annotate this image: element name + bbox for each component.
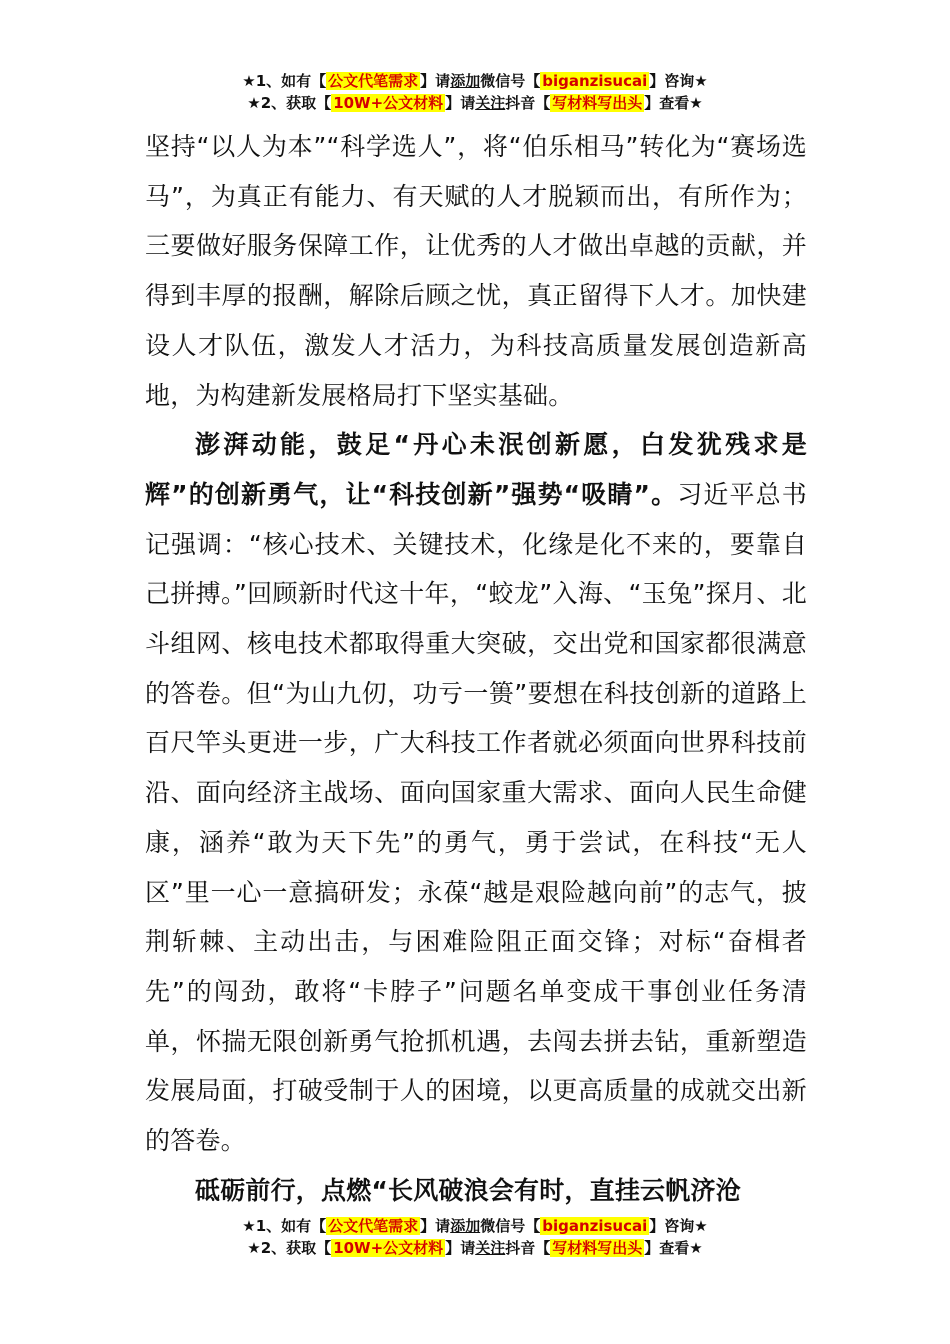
top-banner [0, 70, 950, 114]
highlight-wechat-id: biganzisucai [542, 72, 648, 90]
banner-underlined: 关注 [475, 94, 506, 112]
banner-text: 抖音【 [505, 94, 551, 112]
banner-line-2 [0, 92, 950, 114]
highlight-douyin-id: 写材料写出头 [552, 1239, 643, 1257]
banner-text: ★2、获取【 [247, 1239, 332, 1257]
paragraph-2 [145, 420, 807, 1166]
bottom-banner [0, 1215, 950, 1259]
paragraph-2-text: 习近平总书记强调：“核心技术、关键技术，化缘是化不来的，要靠自己拼搏。”回顾新时代这十年，“蛟龙”入海、“玉兔”探月、北斗组网、核电技术都取得重大突破，交出党和国家都很满意的答卷。但“为山九仞，功亏一篑”要想在科技创新的道路上百尺竿头更进一步，广大科技工作者就必须面向世界科技前沿、面向经济主战场、面向国家重大需求、面向人民生命健康，涵养“敢为天下先”的勇气，勇于尝试，在科技“无人区”里一心一意搞研发；永葆“越是艰险越向前”的志气，披荆斩棘、主动出击，与困难险阻正面交锋；对标“奋楫者先”的闯劲，敢将“卡脖子”问题名单变成干事创业任务清单，怀揣无限创新勇气抢抓机遇，去闯去拼去钻，重新塑造发展局面，打破受制于人的困境，以更高质量的成就交出新的答卷。 [145, 479, 807, 1156]
banner-text: 微信号【 [480, 72, 541, 90]
banner-text: 】咨询★ [649, 1217, 708, 1235]
highlight-materials: 10W+公文材料 [333, 1239, 444, 1257]
highlight-douyin-id: 写材料写出头 [552, 94, 643, 112]
banner-text: ★1、如有【 [242, 1217, 327, 1235]
highlight-materials: 10W+公文材料 [333, 94, 444, 112]
highlight-wechat-id: biganzisucai [542, 1217, 648, 1235]
paragraph-3-heading: 砥砺前行，点燃“长风破浪会有时，直挂云帆济沧 [195, 1175, 741, 1205]
banner-line-1 [0, 70, 950, 92]
banner-text: ★2、获取【 [247, 94, 332, 112]
paragraph-1: 坚持“以人为本”“科学选人”，将“伯乐相马”转化为“赛场选马”，为真正有能力、有天赋的人才脱颖而出，有所作为；三要做好服务保障工作，让优秀的人才做出卓越的贡献，并得到丰厚的报酬，解除后顾之忧，真正留得下人才。加快建设人才队伍，激发人才活力，为科技高质量发展创造新高地，为构建新发展格局打下坚实基础。 [145, 132, 807, 410]
banner-text: ★1、如有【 [242, 72, 327, 90]
banner-text: 】请 [445, 94, 476, 112]
banner-text: 】请 [420, 1217, 451, 1235]
banner-text: 】咨询★ [649, 72, 708, 90]
banner-underlined: 添加 [450, 1217, 481, 1235]
banner-text: 抖音【 [505, 1239, 551, 1257]
paragraph-3 [145, 1166, 807, 1216]
banner-underlined: 关注 [475, 1239, 506, 1257]
banner-text: 微信号【 [480, 1217, 541, 1235]
banner-text: 】请 [420, 72, 451, 90]
banner-text: 】请 [445, 1239, 476, 1257]
banner-underlined: 添加 [450, 72, 481, 90]
highlight-service: 公文代笔需求 [328, 72, 419, 90]
banner-line-2 [0, 1237, 950, 1259]
highlight-service: 公文代笔需求 [328, 1217, 419, 1235]
banner-text: 】查看★ [644, 1239, 703, 1257]
document-body [145, 122, 807, 1215]
banner-text: 】查看★ [644, 94, 703, 112]
paragraph-2-heading: 澎湃动能，鼓足“丹心未泯创新愿，白发犹残求是辉”的创新勇气，让“科技创新”强势“吸睛”。 [145, 430, 807, 509]
banner-line-1 [0, 1215, 950, 1237]
